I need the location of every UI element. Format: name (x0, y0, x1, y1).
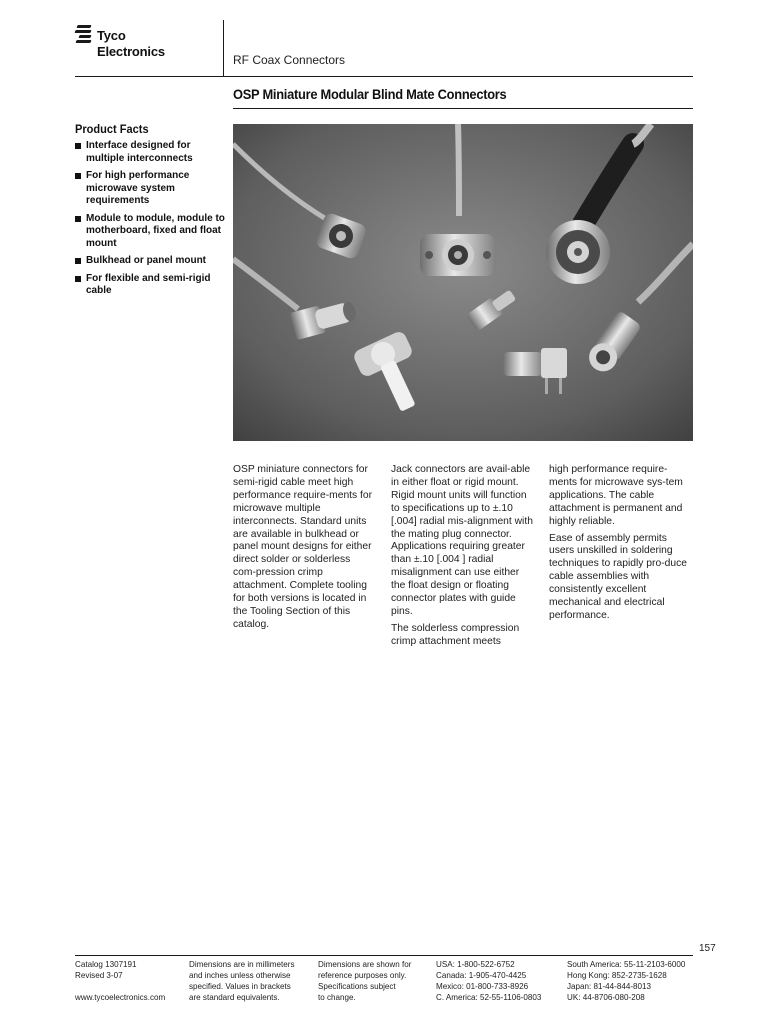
phone-usa: USA: 1-800-522-6752 (436, 959, 515, 969)
phone-central-america: C. America: 52-55-1106-0803 (436, 992, 542, 1002)
note-line: and inches unless otherwise (189, 970, 291, 980)
body-column-1 (233, 464, 375, 636)
product-photo (233, 124, 693, 441)
note-line: Dimensions are shown for (318, 959, 412, 969)
phone-south-america: South America: 55-11-2103-6000 (567, 959, 686, 969)
list-item (75, 213, 225, 251)
square-bullet-icon (75, 258, 81, 264)
footer-catalog-info (75, 959, 165, 1003)
brand-name-line1: Tyco (97, 28, 126, 43)
fact-text: For high performance microwave system requirements (86, 170, 190, 206)
product-facts (75, 122, 225, 303)
list-item (75, 273, 225, 298)
catalog-number: Catalog 1307191 (75, 959, 137, 969)
list-item (75, 255, 225, 268)
note-line: are standard equivalents. (189, 992, 280, 1002)
note-line: Specifications subject (318, 981, 396, 991)
body-column-3 (549, 464, 693, 627)
square-bullet-icon (75, 276, 81, 282)
phone-uk: UK: 44-8706-080-208 (567, 992, 645, 1002)
paragraph: OSP miniature connectors for semi-rigid cable meet high performance require-ments for microwave multiple interconnects. Standard units are available in bulkhead or panel mount designs for either direct solder or solderless com-pression crimp attachment. Complete tooling for both versions is located in the Tooling Section of this catalog. (233, 464, 373, 630)
paragraph: The solderless compression crimp attachment meets (391, 622, 520, 647)
paragraph: Ease of assembly permits users unskilled in soldering techniques to rapidly pro-duce cable assemblies with consistently excellent mechanical and electrical performance. (549, 532, 687, 621)
footer-phones-americas (436, 959, 541, 1003)
note-line: reference purposes only. (318, 970, 407, 980)
paragraph: Jack connectors are avail-able in either float or rigid mount. Rigid mount units will function to specifications up to ±.10 [.004] radial mis-alignment with the mating plug connector. Applications requiring greater than ±.10 [.004 ] radial misalignment can use either the float design or floating connector plates with guide pins. (391, 464, 533, 617)
body-column-2 (391, 464, 533, 653)
fact-text: For flexible and semi-rigid cable (86, 272, 211, 296)
page-title: OSP Miniature Modular Blind Mate Connectors (233, 86, 507, 102)
list-item (75, 170, 225, 208)
footer-dimensions-note (189, 959, 295, 1003)
square-bullet-icon (75, 173, 81, 179)
note-line: specified. Values in brackets (189, 981, 291, 991)
fact-text: Bulkhead or panel mount (86, 255, 207, 266)
section-title: RF Coax Connectors (233, 53, 346, 67)
title-rule (233, 108, 693, 109)
note-line: Dimensions are in millimeters (189, 959, 295, 969)
spacer (75, 981, 165, 992)
product-facts-list (75, 140, 225, 298)
product-facts-heading: Product Facts (75, 122, 149, 136)
note-line: to change. (318, 992, 356, 1002)
header-divider (223, 20, 224, 77)
footer-rule (75, 955, 693, 956)
tyco-logo (75, 22, 195, 70)
phone-canada: Canada: 1-905-470-4425 (436, 970, 527, 980)
paragraph: high performance require-ments for microwave sys-tem applications. The cable attachment is permanent and highly reliable. (549, 464, 683, 527)
connectors-illustration (233, 124, 693, 441)
phone-mexico: Mexico: 01-800-733-8926 (436, 981, 529, 991)
list-item (75, 140, 225, 165)
fact-text: Interface designed for multiple interconnects (86, 140, 193, 164)
revision: Revised 3-07 (75, 970, 123, 980)
phone-hong-kong: Hong Kong: 852-2735-1628 (567, 970, 667, 980)
header-rule (75, 76, 693, 77)
tyco-logo-mark-icon (75, 25, 93, 45)
brand-name-line2: Electronics (97, 44, 165, 59)
phone-japan: Japan: 81-44-844-8013 (567, 981, 651, 991)
website-link[interactable]: www.tycoelectronics.com (75, 992, 166, 1002)
square-bullet-icon (75, 216, 81, 222)
fact-text: Module to module, module to motherboard, fixed and float mount (86, 212, 225, 249)
square-bullet-icon (75, 143, 81, 149)
footer-reference-note (318, 959, 411, 1003)
page-number: 157 (699, 943, 716, 954)
footer-phones-international (567, 959, 685, 1003)
